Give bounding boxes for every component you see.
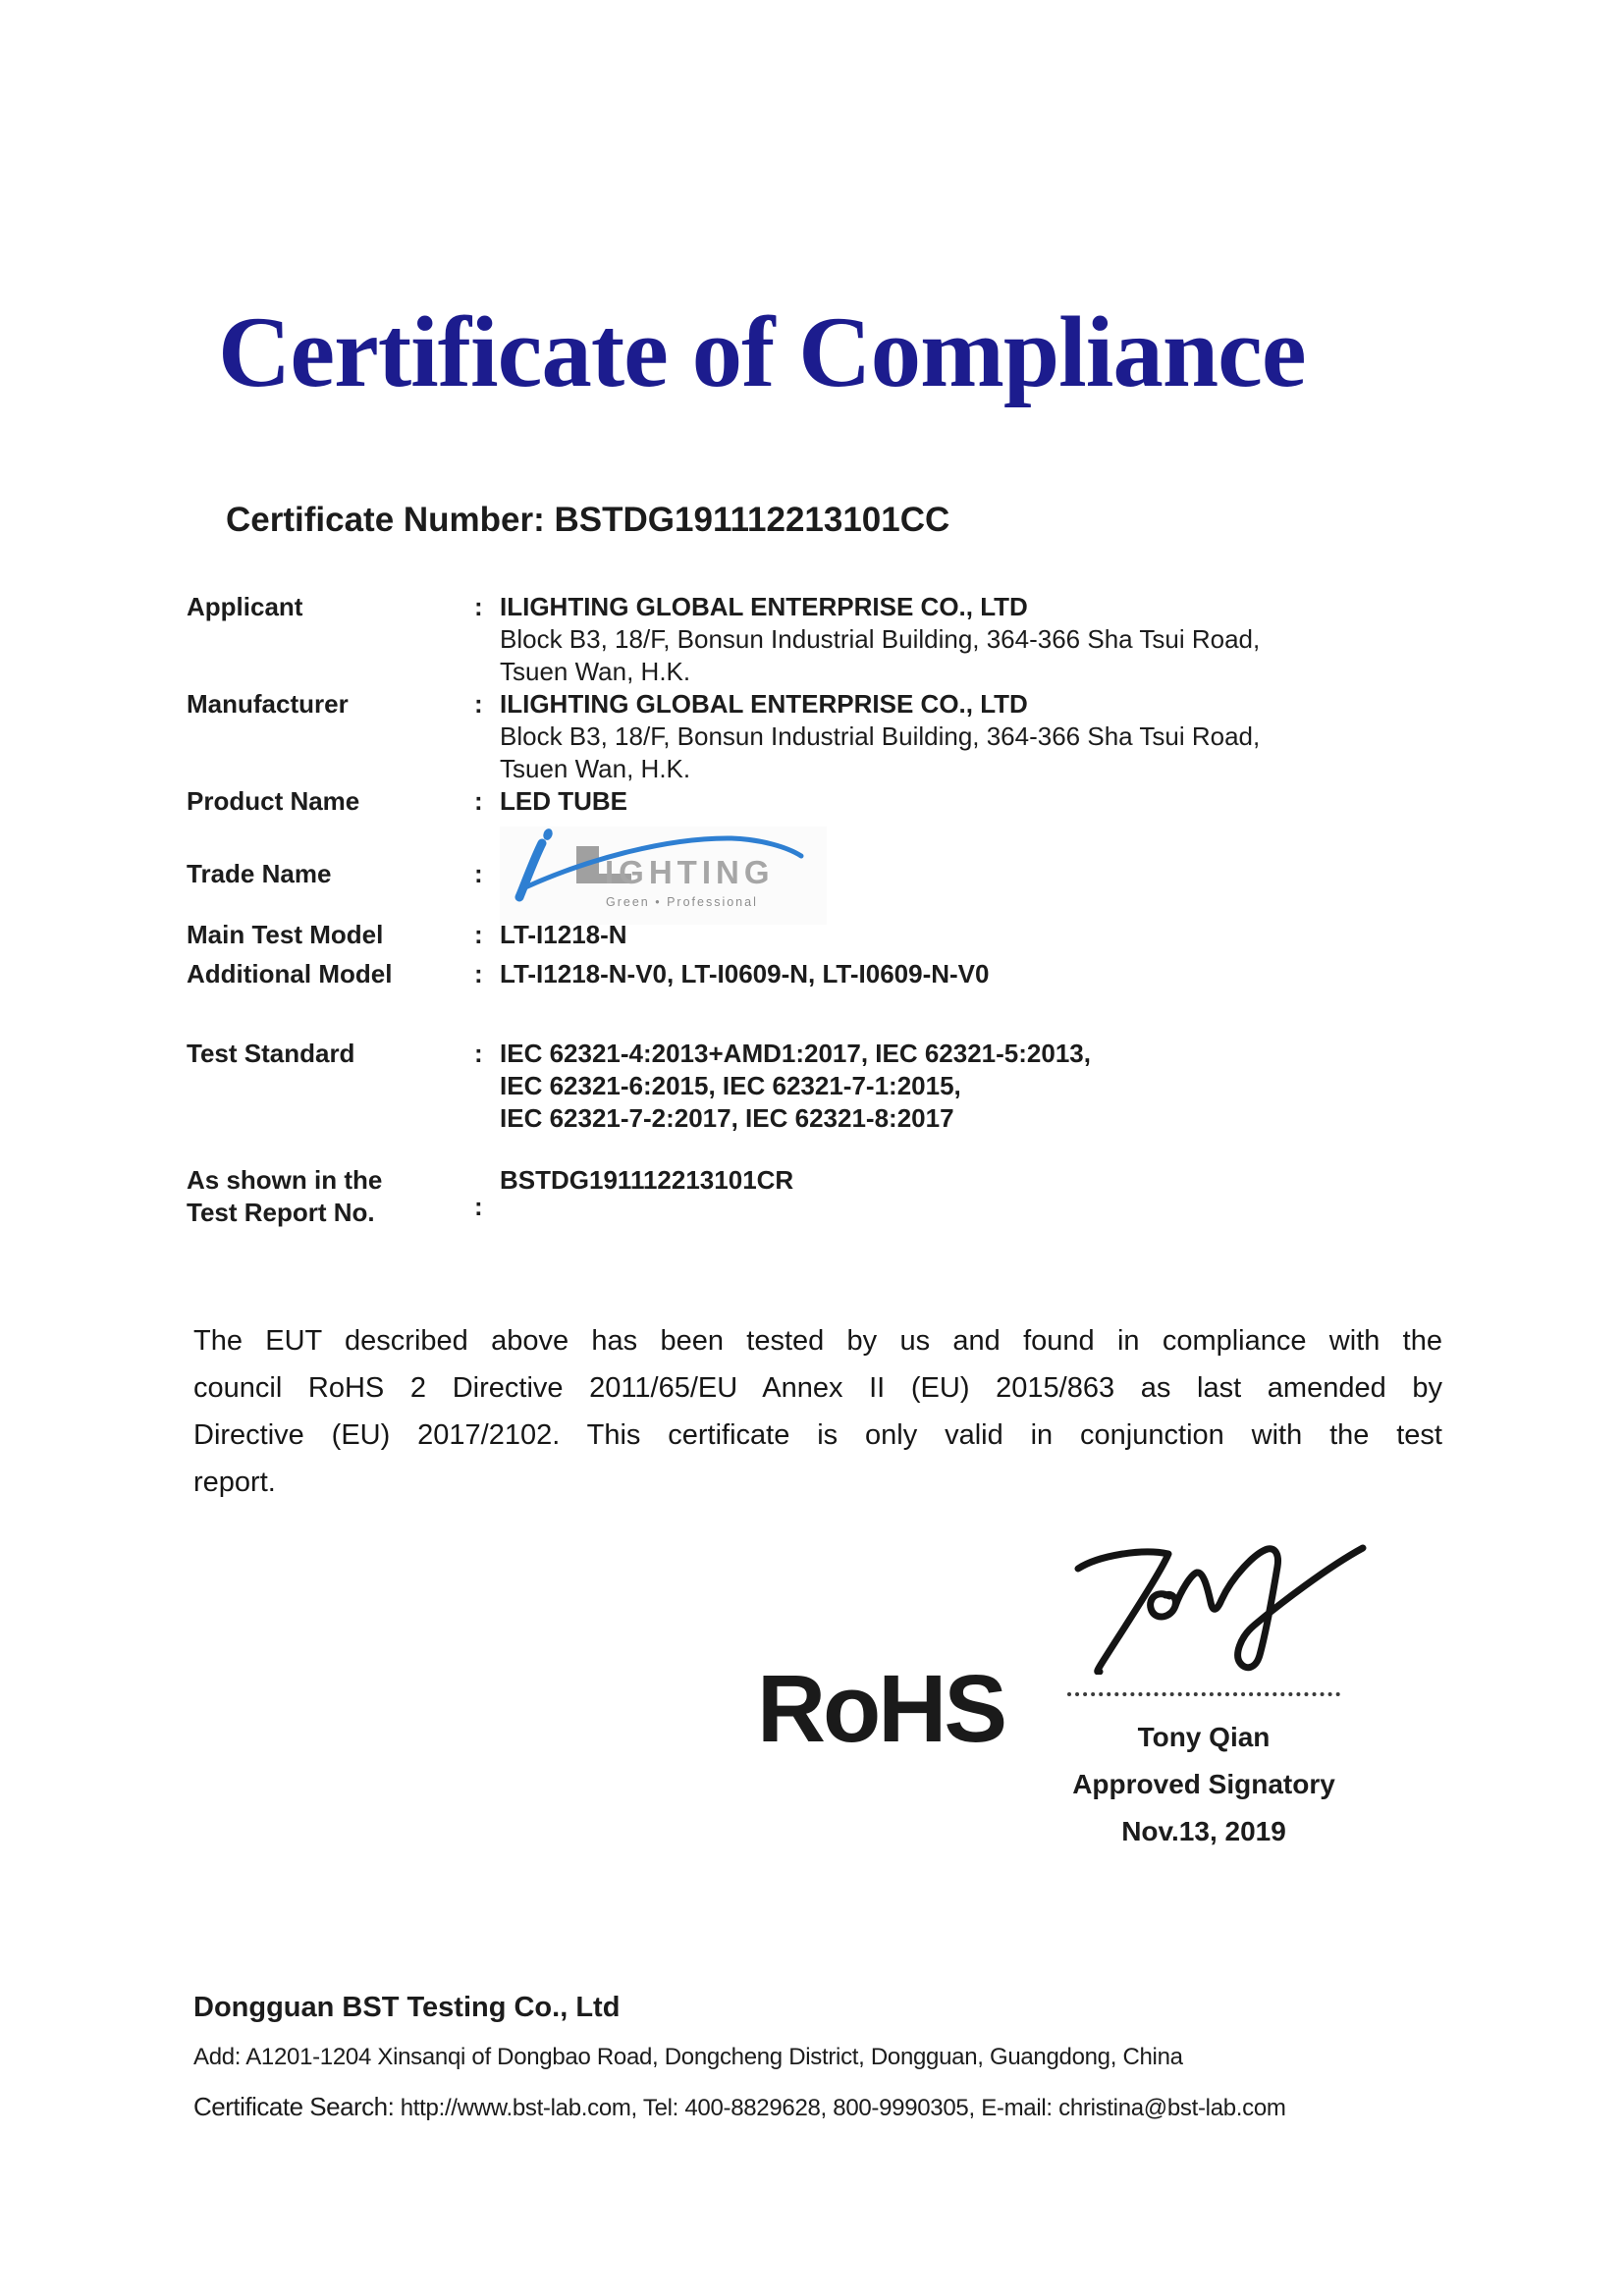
signature-image: [1044, 1527, 1368, 1675]
test-standard-line2: IEC 62321-6:2015, IEC 62321-7-1:2015,: [500, 1071, 961, 1100]
signature-stroke-o: [1151, 1594, 1176, 1617]
footer-certificate-search-line: [193, 2092, 1489, 2123]
test-report-value: BSTDG191112213101CR: [500, 1165, 794, 1195]
manufacturer-address-line1: Block B3, 18/F, Bonsun Industrial Building, 364-366 Sha Tsui Road,: [500, 721, 1261, 751]
signature-stroke-ny: [1175, 1548, 1363, 1668]
statement-line-4: report.: [193, 1467, 276, 1498]
test-report-colon: :: [474, 1192, 483, 1221]
main-test-model-colon: :: [474, 920, 483, 949]
applicant-address-line2: Tsuen Wan, H.K.: [500, 657, 691, 686]
field-row-main-test-model: [187, 919, 1453, 951]
manufacturer-label: Manufacturer: [187, 689, 349, 719]
test-standard-colon: :: [474, 1039, 483, 1068]
additional-model-colon: :: [474, 959, 483, 988]
test-report-label-line1: As shown in the: [187, 1165, 383, 1195]
test-standard-line1: IEC 62321-4:2013+AMD1:2017, IEC 62321-5:2013,: [500, 1039, 1091, 1068]
certificate-search-label: Certificate Search:: [193, 2092, 395, 2121]
logo-tagline-text: Green • Professional: [606, 895, 758, 909]
test-report-label-line2: Test Report No.: [187, 1198, 375, 1227]
test-standard-line3: IEC 62321-7-2:2017, IEC 62321-8:2017: [500, 1103, 954, 1133]
manufacturer-address-line2: Tsuen Wan, H.K.: [500, 754, 691, 783]
certificate-search-contact: http://www.bst-lab.com, Tel: 400-8829628, 800-9990305, E-mail: christina@bst-lab.com: [394, 2095, 1286, 2121]
statement-line-3: Directive (EU) 2017/2102. This certificate is only valid in conjunction with the test: [193, 1419, 1442, 1451]
field-row-additional-model: [187, 958, 1453, 990]
signatory-title: Approved Signatory: [1072, 1769, 1335, 1799]
main-test-model-value: LT-I1218-N: [500, 920, 627, 949]
test-standard-label: Test Standard: [187, 1039, 355, 1068]
main-test-model-label: Main Test Model: [187, 920, 384, 949]
product-name-colon: :: [474, 786, 483, 816]
page-title: Certificate of Compliance: [218, 296, 1306, 408]
product-name-label: Product Name: [187, 786, 360, 816]
footer-company-name: Dongguan BST Testing Co., Ltd: [193, 1992, 621, 2023]
additional-model-value: LT-I1218-N-V0, LT-I0609-N, LT-I0609-N-V0: [500, 959, 990, 988]
certificate-number: Certificate Number: BSTDG191112213101CC: [226, 501, 950, 539]
statement-line-1: The EUT described above has been tested by us and found in compliance with the: [193, 1325, 1442, 1357]
signature-dotted-line: [1067, 1692, 1340, 1696]
statement-line-2: council RoHS 2 Directive 2011/65/EU Annex II (EU) 2015/863 as last amended by: [193, 1372, 1442, 1404]
trade-name-colon: :: [474, 859, 483, 888]
footer-address: Add: A1201-1204 Xinsanqi of Dongbao Road, Dongcheng District, Dongguan, Guangdong, China: [193, 2044, 1183, 2070]
applicant-name: ILIGHTING GLOBAL ENTERPRISE CO., LTD: [500, 592, 1028, 621]
compliance-statement: [193, 1317, 1442, 1506]
applicant-colon: :: [474, 592, 483, 621]
product-name-value: LED TUBE: [500, 786, 627, 816]
signature-date: Nov.13, 2019: [1121, 1816, 1286, 1846]
field-row-applicant: [187, 591, 1453, 688]
footer: [193, 1991, 1489, 2123]
field-row-test-report: [187, 1164, 1453, 1229]
manufacturer-name: ILIGHTING GLOBAL ENTERPRISE CO., LTD: [500, 689, 1028, 719]
logo-wordmark-text: IGHTING: [605, 854, 775, 890]
applicant-address-line1: Block B3, 18/F, Bonsun Industrial Building, 364-366 Sha Tsui Road,: [500, 624, 1261, 654]
applicant-label: Applicant: [187, 592, 303, 621]
trade-name-label: Trade Name: [187, 859, 332, 888]
trade-name-logo: [500, 827, 827, 925]
signatory-name: Tony Qian: [1137, 1722, 1271, 1752]
rohs-mark: RoHS: [757, 1655, 1005, 1762]
field-row-test-standard: [187, 1038, 1453, 1135]
additional-model-label: Additional Model: [187, 959, 393, 988]
field-row-manufacturer: [187, 688, 1453, 785]
signature-block: [1024, 1692, 1383, 1846]
field-row-trade-name: [187, 830, 1453, 933]
field-row-product-name: [187, 785, 1453, 818]
manufacturer-colon: :: [474, 689, 483, 719]
